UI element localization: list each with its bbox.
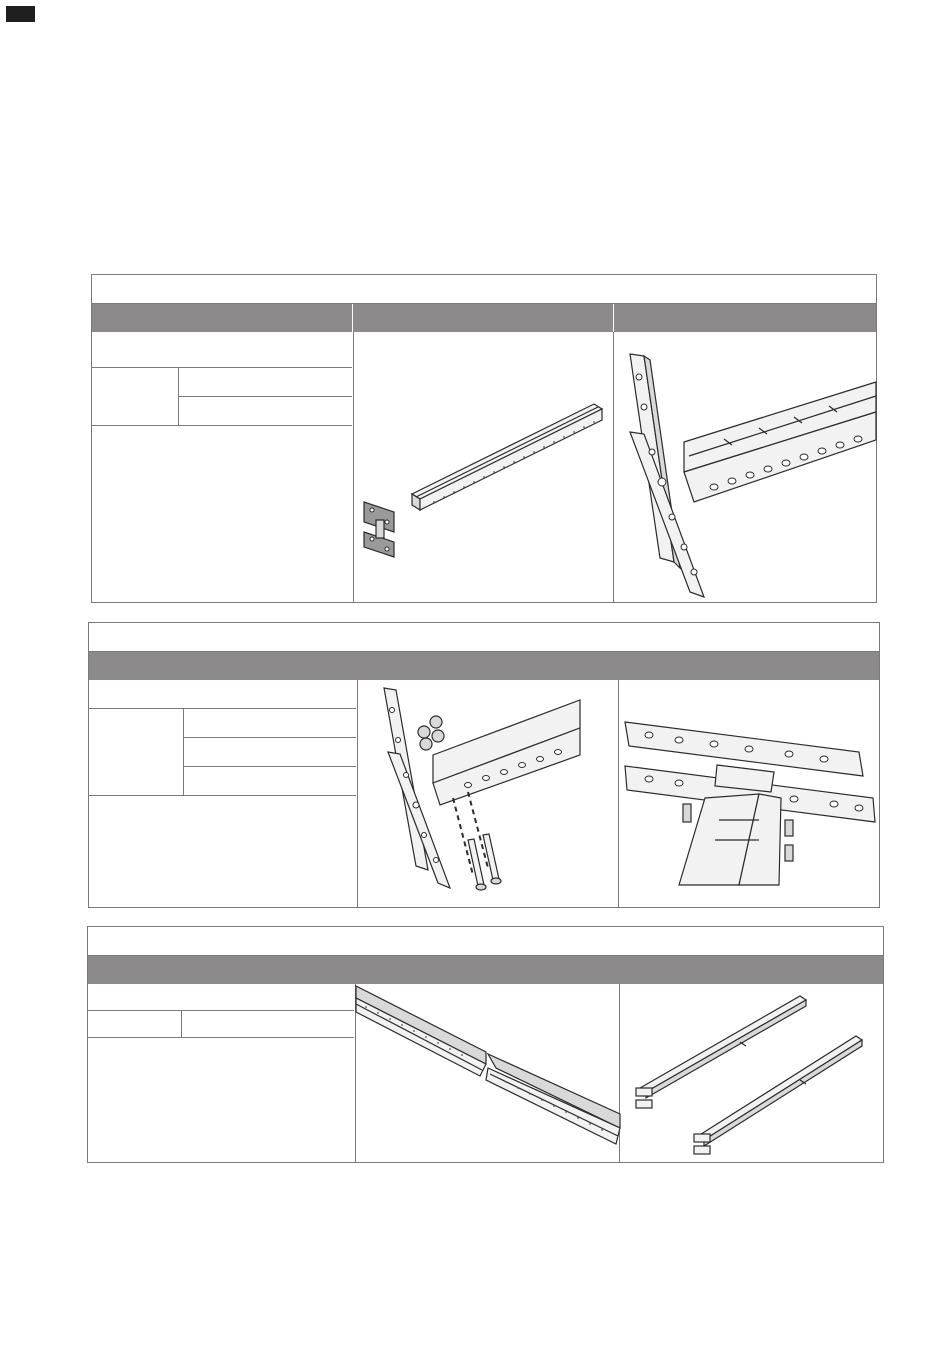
panel-3-text-column [88, 984, 356, 1162]
panel-2-title-row [89, 623, 879, 652]
panel-2-text-column [89, 680, 358, 907]
panel-1-image-column-2 [614, 332, 876, 602]
panel-3-header-bar [88, 956, 883, 984]
panel-1-row-1 [92, 332, 352, 368]
rail-and-plate-icon [354, 332, 614, 602]
panel-2-header-bar [89, 652, 879, 680]
step-panel-2 [88, 622, 880, 908]
panel-2-row-4 [89, 767, 356, 796]
rail-join-icon [356, 984, 620, 1163]
panel-2-row-3 [183, 738, 356, 767]
panel-3-image-column-1 [356, 984, 620, 1162]
page-corner-tab [6, 6, 35, 22]
joint-plate-icon [619, 680, 881, 908]
panel-2-image-column-1 [358, 680, 619, 907]
bolted-plate-icon [358, 680, 619, 908]
step-panel-3 [87, 926, 884, 1163]
panel-1-title-row [92, 275, 876, 304]
panel-3-image-column-2 [620, 984, 883, 1162]
panel-1-header-bar [92, 304, 876, 332]
panel-3-row-2 [88, 1011, 354, 1038]
panel-3-title-row [88, 927, 883, 956]
panel-1-row-2 [178, 368, 352, 397]
panel-2-row-2 [183, 709, 356, 738]
panel-1-text-column [92, 332, 354, 602]
end-plate-assembly-icon [614, 332, 876, 602]
panel-1-row-3 [92, 397, 352, 426]
rail-pair-icon [620, 984, 883, 1163]
panel-1-image-column-1 [354, 332, 614, 602]
panel-3-row-1 [88, 984, 354, 1011]
panel-2-row-1 [89, 680, 356, 709]
panel-2-image-column-2 [619, 680, 879, 907]
step-panel-1 [91, 274, 877, 603]
